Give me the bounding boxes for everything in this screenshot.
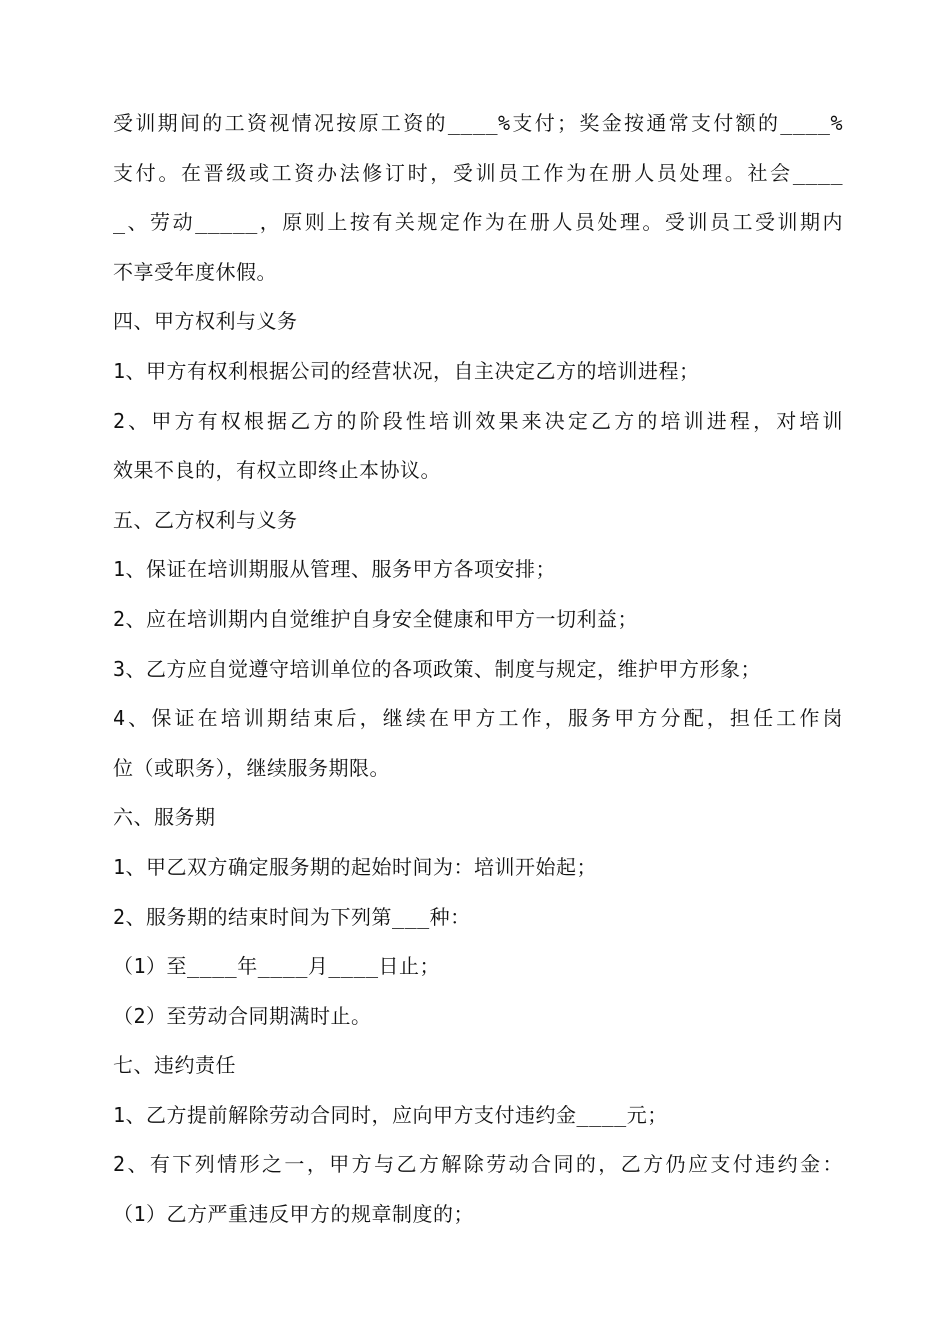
section-heading: 六、服务期 xyxy=(113,805,216,830)
list-item: 2、服务期的结束时间为下列第___种： xyxy=(113,904,471,929)
text-line: _、劳动_____，原则上按有关规定作为在册人员处理。受训员工受训期内 xyxy=(113,210,843,235)
list-item: 1、乙方提前解除劳动合同时，应向甲方支付违约金____元； xyxy=(113,1102,668,1127)
section-heading: 四、甲方权利与义务 xyxy=(113,309,298,334)
list-item: 4、保证在培训期结束后，继续在甲方工作，服务甲方分配，担任工作岗 xyxy=(113,706,843,731)
list-item: 2、有下列情形之一，甲方与乙方解除劳动合同的，乙方仍应支付违约金： xyxy=(113,1152,843,1177)
text-line: 位（或职务），继续服务期限。 xyxy=(113,755,390,780)
document-body xyxy=(113,99,843,1240)
list-item: （2）至劳动合同期满时止。 xyxy=(113,1003,372,1028)
text-line: 效果不良的，有权立即终止本协议。 xyxy=(113,458,441,483)
section-heading: 五、乙方权利与义务 xyxy=(113,507,298,532)
text-line: 受训期间的工资视情况按原工资的____%支付；奖金按通常支付额的____% xyxy=(113,111,843,135)
section-heading: 七、违约责任 xyxy=(113,1053,236,1078)
list-item: 1、甲乙双方确定服务期的起始时间为：培训开始起； xyxy=(113,854,598,879)
list-item: 2、甲方有权根据乙方的阶段性培训效果来决定乙方的培训进程，对培训 xyxy=(113,408,843,433)
text-line: 支付。在晋级或工资办法修订时，受训员工作为在册人员处理。社会____ xyxy=(113,160,843,185)
text-line: 不享受年度休假。 xyxy=(113,259,277,284)
list-item: 1、保证在培训期服从管理、服务甲方各项安排； xyxy=(113,557,557,582)
list-item: （1）乙方严重违反甲方的规章制度的； xyxy=(113,1202,475,1227)
list-item: 1、甲方有权利根据公司的经营状况，自主决定乙方的培训进程； xyxy=(113,358,700,383)
list-item: 3、乙方应自觉遵守培训单位的各项政策、制度与规定，维护甲方形象； xyxy=(113,656,762,681)
list-item: 2、应在培训期内自觉维护自身安全健康和甲方一切利益； xyxy=(113,606,639,631)
list-item: （1）至____年____月____日止； xyxy=(113,954,441,979)
